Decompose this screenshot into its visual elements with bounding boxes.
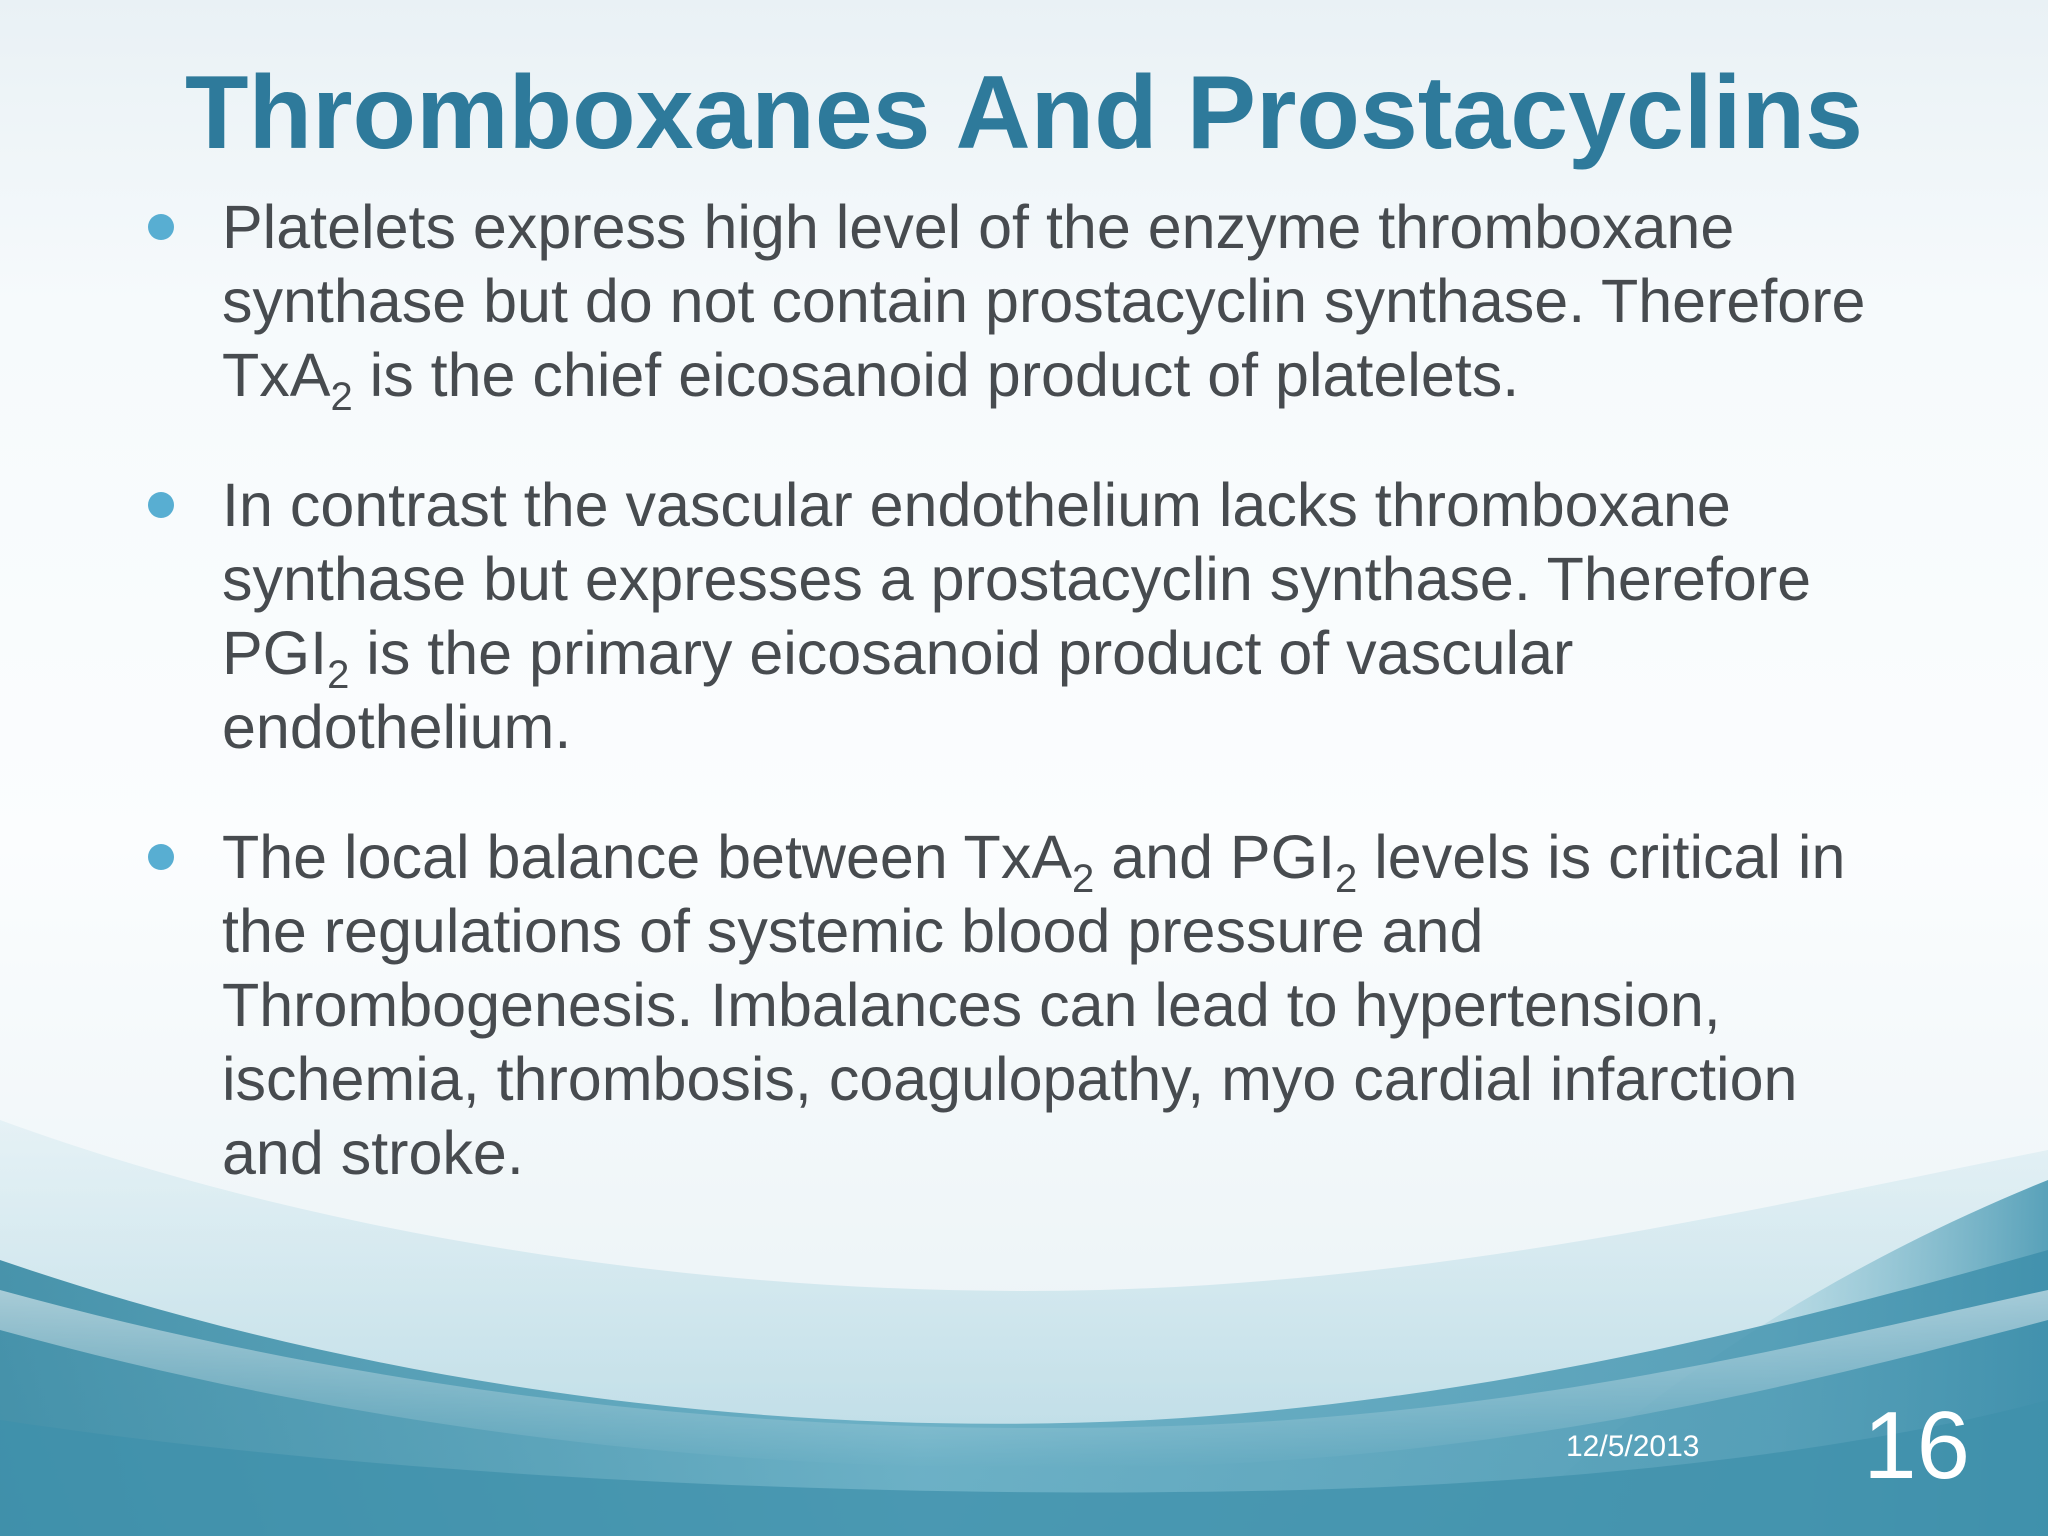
bullet-dot-icon xyxy=(148,844,174,870)
bullet-text: is the chief eicosanoid product of platelets. xyxy=(352,341,1520,409)
bullet-text: and PGI xyxy=(1094,823,1336,891)
bullet-item xyxy=(146,820,1906,1190)
subscript: 2 xyxy=(330,375,353,419)
bullet-text: The local balance between TxA xyxy=(222,823,1073,891)
bullet-dot-icon xyxy=(148,492,174,518)
bullet-text: Platelets express high level of the enzyme thromboxane synthase but do not contain prostacyclin synthase. Therefore TxA xyxy=(222,193,1866,409)
bullet-text: levels is critical in the regulations of systemic blood pressure and Thrombogenesis. Imbalances can lead to hypertension, ischemia, thrombosis, coagulopathy, myo cardial infarction and stroke. xyxy=(222,823,1846,1187)
bullet-text: is the primary eicosanoid product of vascular endothelium. xyxy=(222,619,1574,761)
bullet-item xyxy=(146,190,1906,419)
bullet-item xyxy=(146,468,1906,764)
subscript: 2 xyxy=(1335,857,1358,901)
footer-date: 12/5/2013 xyxy=(1566,1430,1700,1463)
subscript: 2 xyxy=(1072,857,1095,901)
bullet-list xyxy=(146,190,1906,1190)
bullet-text: In contrast the vascular endothelium lacks thromboxane synthase but expresses a prostacyclin synthase. Therefore PGI xyxy=(222,471,1812,687)
bullet-dot-icon xyxy=(148,214,174,240)
slide-title: Thromboxanes And Prostacyclins xyxy=(185,55,1863,171)
subscript: 2 xyxy=(327,653,350,697)
slide-number: 16 xyxy=(1863,1392,1970,1499)
